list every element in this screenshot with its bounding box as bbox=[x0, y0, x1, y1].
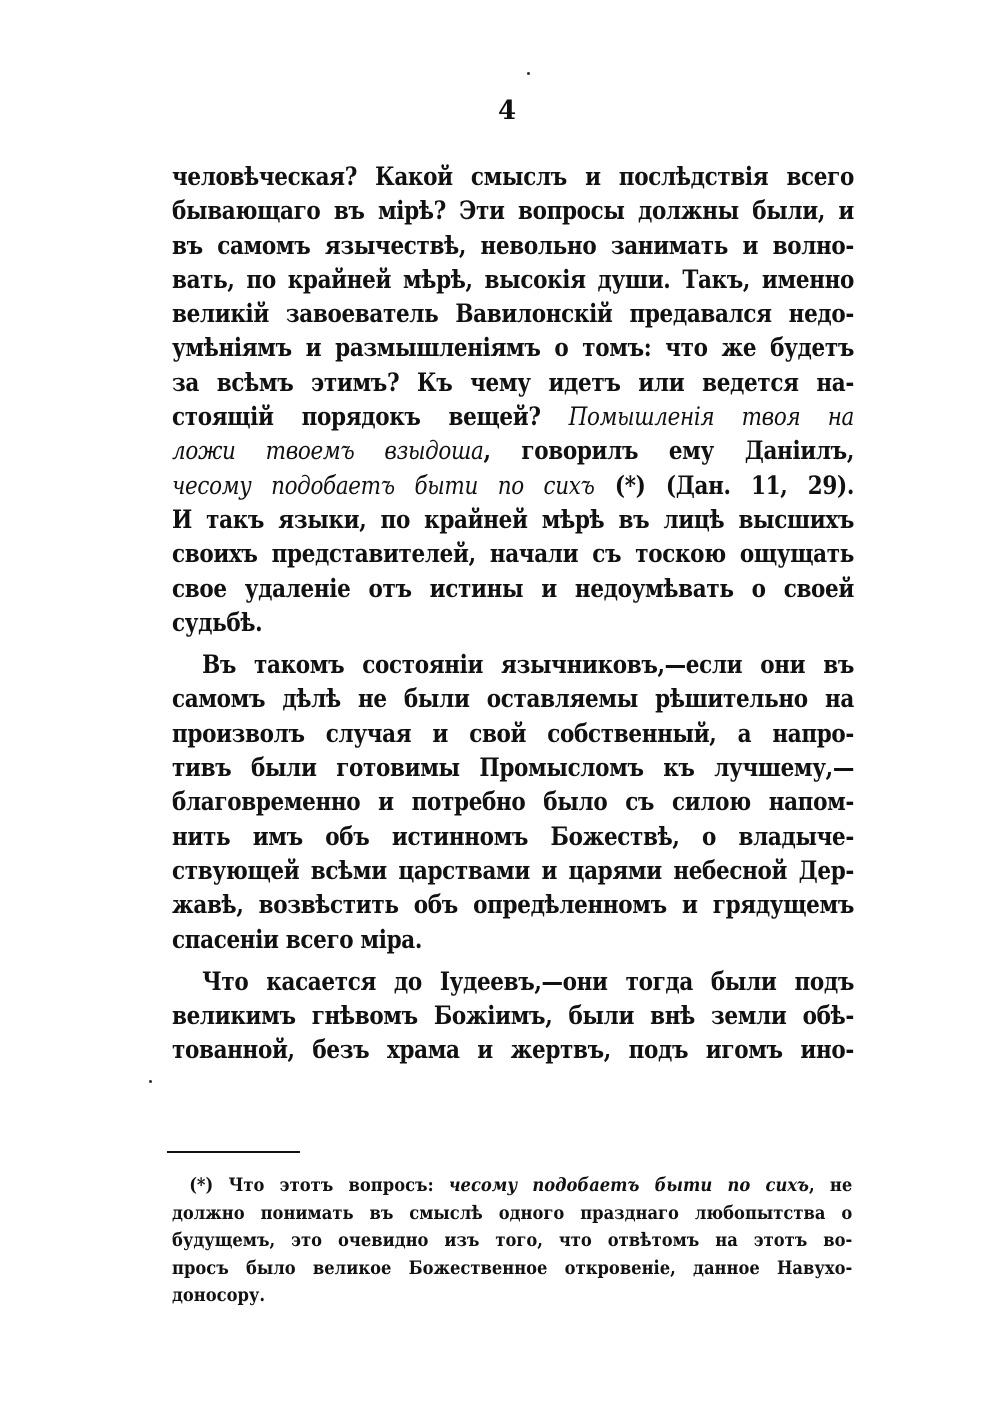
text-line: жавѣ, возвѣстить объ опредѣленномъ и грядущемъ bbox=[172, 890, 854, 920]
body-text bbox=[172, 160, 854, 1068]
text-run: , не bbox=[808, 1174, 853, 1196]
text-line: нить имъ объ истинномъ Божествѣ, о владыче- bbox=[172, 821, 854, 851]
text-line: свое удаленіе отъ истины и недоумѣвать о своей bbox=[172, 573, 854, 603]
text-line: вать, по крайней мѣрѣ, высокія души. Такъ, именно bbox=[172, 264, 854, 294]
text-line: бывающаго въ мірѣ? Эти вопросы должны были, и bbox=[172, 196, 854, 226]
text-run: стоящій порядокъ вещей? bbox=[172, 402, 569, 432]
text-line: ствующей всѣми царствами и царями небесной Дер- bbox=[172, 855, 854, 885]
text-line bbox=[172, 434, 854, 468]
text-line: умѣніямъ и размышленіямъ о томъ: что же будетъ bbox=[172, 333, 854, 363]
text-line: своихъ представителей, начали съ тоскою ощущать bbox=[172, 539, 854, 569]
text-line: человѣческая? Какой смыслъ и послѣдствія всего bbox=[172, 162, 854, 191]
footnote-line: доносору. bbox=[172, 1284, 266, 1306]
text-line: произволъ случая и свой собственный, а напро- bbox=[172, 718, 854, 748]
text-line bbox=[172, 400, 854, 434]
scripture-quote: чесому подобаетъ быти по сихъ bbox=[172, 470, 595, 500]
text-line: самомъ дѣлѣ не были оставляемы рѣшительно на bbox=[172, 684, 854, 714]
text-line: тивъ были готовимы Промысломъ къ лучшему,— bbox=[172, 753, 854, 783]
footnote-reference: (*) (Дан. 11, 29). bbox=[594, 470, 854, 500]
text-line: за всѣмъ этимъ? Къ чему идетъ или ведется на- bbox=[172, 367, 854, 397]
text-run: , говорилъ ему Даніилъ, bbox=[483, 436, 854, 466]
text-line: тованной, безъ храма и жертвъ, подъ игомъ ино- bbox=[172, 1035, 854, 1065]
text-line: великій завоеватель Вавилонскій предавался недо- bbox=[172, 299, 854, 329]
text-line: И такъ языки, по крайней мѣрѣ въ лицѣ высшихъ bbox=[172, 504, 854, 534]
text-line: великимъ гнѣвомъ Божіимъ, были внѣ земли обѣ- bbox=[172, 1001, 854, 1031]
scripture-quote: ложи твоемъ взыдоша bbox=[172, 436, 484, 466]
text-line: спасеніи всего міра. bbox=[172, 924, 422, 954]
text-run: (*) Что этотъ вопросъ: bbox=[189, 1174, 449, 1196]
scripture-quote: чесому подобаетъ быти по сихъ bbox=[448, 1174, 809, 1196]
text-line: въ самомъ язычествѣ, невольно занимать и волно- bbox=[172, 230, 854, 260]
footnote-line: должно понимать въ смыслѣ одного празднаго любопытства о bbox=[172, 1201, 853, 1224]
page-number: 4 bbox=[497, 96, 517, 126]
scan-speck bbox=[149, 1080, 152, 1083]
footnote-line bbox=[172, 1172, 852, 1200]
text-line: судьбѣ. bbox=[172, 607, 263, 637]
text-line bbox=[172, 469, 854, 503]
footnote-line: просъ было великое Божественное откровеніе, данное Навухо- bbox=[172, 1256, 853, 1279]
footnote-divider bbox=[167, 1151, 300, 1153]
text-line: Въ такомъ состояніи язычниковъ,—если они въ bbox=[202, 650, 854, 680]
scan-speck bbox=[527, 72, 530, 75]
footnote bbox=[172, 1172, 852, 1310]
text-line: благовременно и потребно было съ силою напом- bbox=[172, 787, 854, 817]
text-line: Что касается до Іудеевъ,—они тогда были подъ bbox=[202, 966, 854, 996]
footnote-line: будущемъ, это очевидно изъ того, что отвѣтомъ на этотъ во- bbox=[172, 1229, 853, 1251]
scripture-quote: Помышленія твоя на bbox=[568, 402, 854, 432]
